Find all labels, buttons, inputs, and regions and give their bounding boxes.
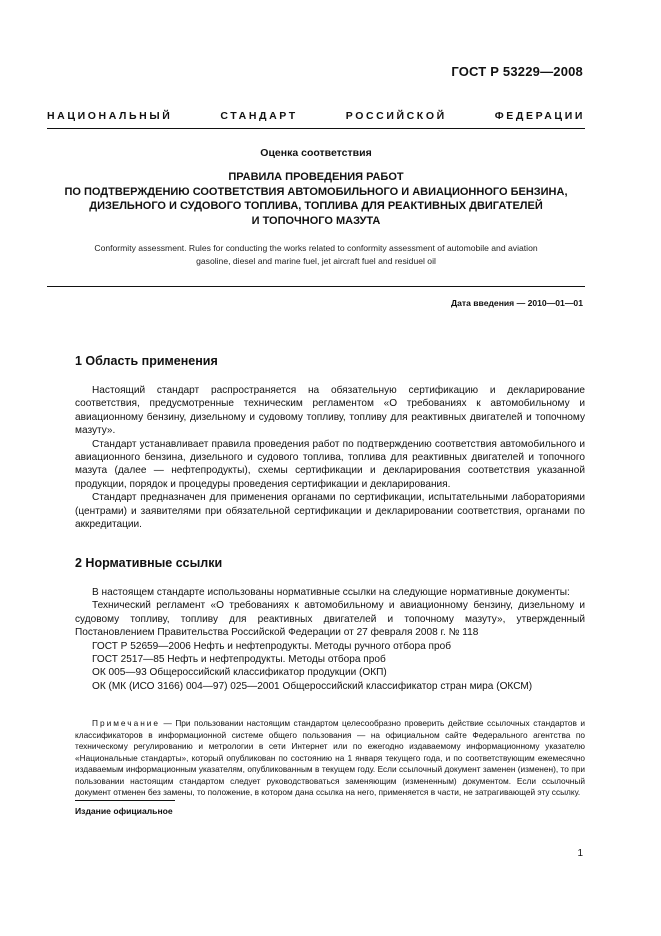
reference-item: ОК (МК (ИСО 3166) 004—97) 025—2001 Общероссийский классификатор стран мира (ОКСМ) <box>92 680 533 692</box>
section-1-body <box>75 384 585 531</box>
title-line: ПО ПОДТВЕРЖДЕНИЮ СООТВЕТСТВИЯ АВТОМОБИЛЬНОГО И АВИАЦИОННОГО БЕНЗИНА, <box>64 185 568 198</box>
introduction-date: Дата введения — 2010—01—01 <box>450 298 583 308</box>
edition-rule <box>75 800 175 801</box>
national-standard-banner: НАЦИОНАЛЬНЫЙ СТАНДАРТ РОССИЙСКОЙ ФЕДЕРАЦИИ <box>47 110 585 122</box>
reference-item: ГОСТ 2517—85 Нефть и нефтепродукты. Методы отбора проб <box>92 654 386 666</box>
paragraph: Стандарт предназначен для применения органами по сертификации, испытательными лабораториями (центрами) и заявителями при обязательной сертификации и декларировании соответствия, органами по аккредитации. <box>75 492 585 531</box>
section-1-heading: 1 Область применения <box>75 354 218 368</box>
page-number: 1 <box>577 848 583 859</box>
document-number: ГОСТ Р 53229—2008 <box>451 64 583 79</box>
reference-item: ГОСТ Р 52659—2006 Нефть и нефтепродукты. Методы ручного отбора проб <box>92 640 452 652</box>
section-2-body <box>75 586 585 693</box>
subject-line: Оценка соответствия <box>260 147 372 159</box>
note-paragraph <box>75 718 585 799</box>
english-title-line: gasoline, diesel and marine fuel, jet aircraft fuel and residuel oil <box>196 255 436 266</box>
paragraph: Настоящий стандарт распространяется на обязательную сертификацию и декларирование соответствия, предусмотренные техническим регламентом «О требованиях к автомобильному и авиационному бензину, дизельному и судовому топливу, топливу для реактивных двигателей и топочному мазуту». <box>75 385 585 437</box>
note-block <box>75 718 585 799</box>
document-title <box>47 170 585 228</box>
title-line: И ТОПОЧНОГО МАЗУТА <box>251 214 381 227</box>
english-title-line: Conformity assessment. Rules for conducting the works related to conformity assessment of automobile and aviation <box>94 243 538 253</box>
title-line: ПРАВИЛА ПРОВЕДЕНИЯ РАБОТ <box>228 171 404 183</box>
english-title <box>47 242 585 267</box>
paragraph: Стандарт устанавливает правила проведения работ по подтверждению соответствия автомобильного и авиационного бензина, дизельного и судового топлива, топлива для реактивных двигателей и топочного мазута (далее — нефтепродукты), схемы сертификации и декларирования соответствия указанной продукции, порядок и процедуры проведения сертификации и декларирования. <box>75 438 585 490</box>
title-line: ДИЗЕЛЬНОГО И СУДОВОГО ТОПЛИВА, ТОПЛИВА ДЛЯ РЕАКТИВНЫХ ДВИГАТЕЛЕЙ <box>89 200 543 213</box>
note-text: — При пользовании настоящим стандартом целесообразно проверить действие ссылочных стандартов и классификаторов в информационной системе общего пользования — на официальном сайте Федерального агентства по техническому регулированию и метрологии в сети Интернет или по ежегодно издаваемому информационному указателю «Национальные стандарты», который опубликован по состоянию на 1 января текущего года, и по соответствующим ежемесячно издаваемым информационным указателям, опубликованным в текущем году. Если ссылочный документ заменен (изменен), то при пользовании настоящим стандартом следует руководствоваться заменяющим (измененным) документом. Если ссылочный документ отменен без замены, то положение, в котором дана ссылка на него, применяется в части, не затрагивающей эту ссылку. <box>75 718 585 797</box>
note-label: Примечание <box>92 718 161 728</box>
section-2-heading: 2 Нормативные ссылки <box>75 556 223 570</box>
paragraph: Технический регламент «О требованиях к автомобильному и авиационному бензину, дизельному и судовому топливу, топливу для реактивных двигателей и топочному мазуту», утвержденный Постановлением Правительства Российской Федерации от 27 февраля 2008 г. № 118 <box>75 600 585 639</box>
paragraph: В настоящем стандарте использованы нормативные ссылки на следующие нормативные документы: <box>92 587 570 598</box>
title-rule <box>47 286 585 287</box>
banner-rule <box>47 128 585 129</box>
reference-item: ОК 005—93 Общероссийский классификатор продукции (ОКП) <box>92 667 387 679</box>
edition-label: Издание официальное <box>75 806 173 816</box>
